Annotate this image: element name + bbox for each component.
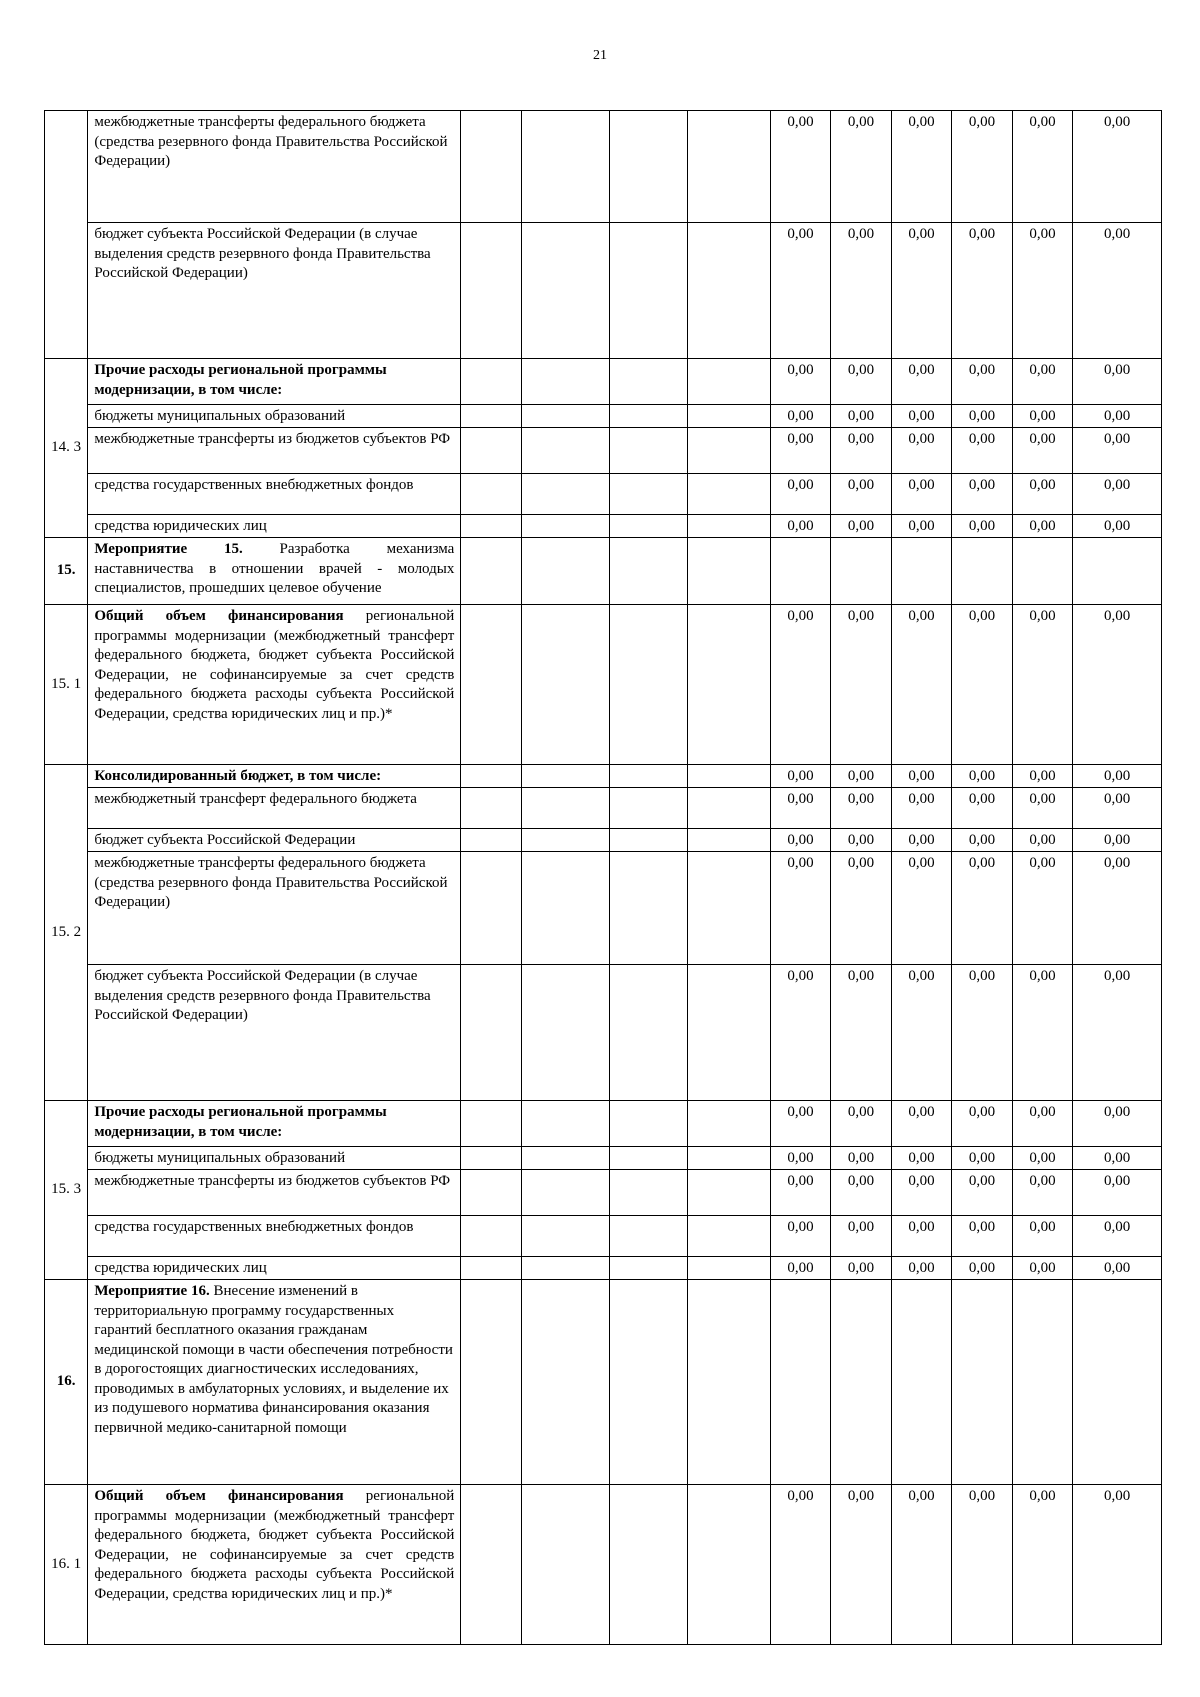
amount-cell: 0,00 (831, 1147, 891, 1170)
empty-cell (688, 1216, 771, 1257)
amount-cell: 0,00 (831, 359, 891, 405)
empty-cell (688, 405, 771, 428)
amount-cell: 0,00 (1073, 359, 1162, 405)
amount-cell: 0,00 (1073, 1170, 1162, 1216)
amount-cell: 0,00 (1012, 852, 1072, 965)
amount-cell: 0,00 (891, 111, 951, 223)
table-row (45, 829, 1162, 852)
empty-cell (688, 538, 771, 605)
amount-cell: 0,00 (1073, 223, 1162, 359)
empty-cell (609, 515, 688, 538)
empty-cell (461, 111, 521, 223)
empty-cell (461, 1280, 521, 1485)
empty-cell (688, 788, 771, 829)
item-description (88, 1485, 461, 1645)
amount-cell: 0,00 (1073, 829, 1162, 852)
amount-cell: 0,00 (831, 788, 891, 829)
amount-cell: 0,00 (770, 829, 830, 852)
empty-cell (891, 538, 951, 605)
item-description-bold: Общий объем финансирования (94, 1488, 344, 1504)
empty-cell (461, 765, 521, 788)
table-row (45, 1170, 1162, 1216)
amount-cell: 0,00 (770, 1485, 830, 1645)
empty-cell (688, 111, 771, 223)
amount-cell: 0,00 (831, 474, 891, 515)
empty-cell (461, 474, 521, 515)
amount-cell: 0,00 (770, 474, 830, 515)
empty-cell (461, 428, 521, 474)
amount-cell: 0,00 (831, 829, 891, 852)
table-row (45, 111, 1162, 223)
table-row (45, 538, 1162, 605)
table-row (45, 1280, 1162, 1485)
empty-cell (521, 1485, 609, 1645)
empty-cell (521, 788, 609, 829)
table-row (45, 359, 1162, 405)
empty-cell (688, 1147, 771, 1170)
empty-cell (461, 1147, 521, 1170)
empty-cell (688, 852, 771, 965)
empty-cell (521, 1216, 609, 1257)
empty-cell (521, 111, 609, 223)
item-description-text: Внесение изменений в территориальную программу государственных гарантий бесплатного оказания гражданам медицинской помощи в части обеспечения потребности в дорогостоящих диагностических исследованиях, проводимых в амбулаторных условиях, и выделение их из подушевого норматива финансирования оказания первичной медико-санитарной помощи (94, 1283, 453, 1436)
item-description: средства государственных внебюджетных фондов (88, 1216, 461, 1257)
amount-cell: 0,00 (831, 1216, 891, 1257)
empty-cell (688, 428, 771, 474)
empty-cell (609, 538, 688, 605)
empty-cell (461, 829, 521, 852)
amount-cell: 0,00 (952, 428, 1012, 474)
amount-cell: 0,00 (891, 405, 951, 428)
empty-cell (609, 223, 688, 359)
item-description (88, 605, 461, 765)
empty-cell (521, 1257, 609, 1280)
empty-cell (521, 605, 609, 765)
amount-cell: 0,00 (1012, 1101, 1072, 1147)
amount-cell: 0,00 (891, 965, 951, 1101)
amount-cell: 0,00 (891, 788, 951, 829)
amount-cell: 0,00 (891, 1216, 951, 1257)
empty-cell (609, 405, 688, 428)
empty-cell (461, 359, 521, 405)
amount-cell: 0,00 (1073, 111, 1162, 223)
empty-cell (1012, 1280, 1072, 1485)
table-row (45, 1101, 1162, 1147)
empty-cell (688, 515, 771, 538)
item-description-bold: Общий объем финансирования (94, 608, 344, 624)
item-description-bold: Мероприятие 16. (94, 1283, 210, 1299)
row-number: 15. (45, 538, 88, 605)
item-description-bold: Консолидированный бюджет, в том числе: (94, 768, 382, 784)
amount-cell: 0,00 (891, 1101, 951, 1147)
table-row (45, 765, 1162, 788)
row-number: 15. 1 (45, 605, 88, 765)
amount-cell: 0,00 (952, 111, 1012, 223)
item-description: бюджет субъекта Российской Федерации (в случае выделения средств резервного фонда Правительства Российской Федерации) (88, 965, 461, 1101)
amount-cell: 0,00 (770, 965, 830, 1101)
amount-cell: 0,00 (831, 852, 891, 965)
amount-cell: 0,00 (1012, 428, 1072, 474)
empty-cell (521, 474, 609, 515)
amount-cell: 0,00 (891, 428, 951, 474)
empty-cell (609, 605, 688, 765)
empty-cell (461, 405, 521, 428)
empty-cell (688, 474, 771, 515)
table-body (45, 111, 1162, 1645)
amount-cell: 0,00 (1012, 965, 1072, 1101)
item-description-text: Разработка механизма наставничества в отношении врачей - молодых специалистов, прошедших целевое обучение (94, 541, 455, 596)
amount-cell: 0,00 (891, 359, 951, 405)
amount-cell: 0,00 (891, 223, 951, 359)
amount-cell: 0,00 (770, 605, 830, 765)
amount-cell: 0,00 (1073, 1101, 1162, 1147)
empty-cell (461, 1485, 521, 1645)
empty-cell (891, 1280, 951, 1485)
amount-cell: 0,00 (1012, 1147, 1072, 1170)
amount-cell: 0,00 (770, 788, 830, 829)
empty-cell (1073, 538, 1162, 605)
amount-cell: 0,00 (952, 1147, 1012, 1170)
amount-cell: 0,00 (1012, 829, 1072, 852)
empty-cell (609, 852, 688, 965)
amount-cell: 0,00 (952, 765, 1012, 788)
item-description: межбюджетный трансферт федерального бюджета (88, 788, 461, 829)
empty-cell (461, 788, 521, 829)
amount-cell: 0,00 (831, 1485, 891, 1645)
empty-cell (521, 428, 609, 474)
amount-cell: 0,00 (1012, 1485, 1072, 1645)
empty-cell (688, 1101, 771, 1147)
empty-cell (461, 605, 521, 765)
empty-cell (609, 359, 688, 405)
empty-cell (461, 1257, 521, 1280)
amount-cell: 0,00 (891, 765, 951, 788)
table-row (45, 1257, 1162, 1280)
amount-cell: 0,00 (831, 1170, 891, 1216)
amount-cell: 0,00 (1073, 605, 1162, 765)
amount-cell: 0,00 (1012, 111, 1072, 223)
amount-cell: 0,00 (831, 1101, 891, 1147)
empty-cell (609, 1170, 688, 1216)
item-description: бюджет субъекта Российской Федерации (88, 829, 461, 852)
row-number: 15. 2 (45, 765, 88, 1101)
empty-cell (609, 829, 688, 852)
empty-cell (770, 538, 830, 605)
amount-cell: 0,00 (770, 405, 830, 428)
amount-cell: 0,00 (952, 605, 1012, 765)
item-description: средства юридических лиц (88, 515, 461, 538)
empty-cell (461, 1101, 521, 1147)
amount-cell: 0,00 (891, 852, 951, 965)
amount-cell: 0,00 (952, 829, 1012, 852)
amount-cell: 0,00 (952, 1170, 1012, 1216)
empty-cell (461, 538, 521, 605)
row-number: 16. 1 (45, 1485, 88, 1645)
amount-cell: 0,00 (831, 428, 891, 474)
empty-cell (521, 1280, 609, 1485)
amount-cell: 0,00 (952, 359, 1012, 405)
empty-cell (609, 1101, 688, 1147)
amount-cell: 0,00 (952, 223, 1012, 359)
row-number: 15. 3 (45, 1101, 88, 1280)
empty-cell (688, 965, 771, 1101)
empty-cell (609, 111, 688, 223)
empty-cell (688, 1257, 771, 1280)
amount-cell: 0,00 (1073, 965, 1162, 1101)
empty-cell (521, 829, 609, 852)
empty-cell (521, 538, 609, 605)
amount-cell: 0,00 (831, 605, 891, 765)
empty-cell (609, 1485, 688, 1645)
empty-cell (609, 1216, 688, 1257)
amount-cell: 0,00 (1012, 359, 1072, 405)
item-description: межбюджетные трансферты федерального бюджета (средства резервного фонда Правительства Российской Федерации) (88, 111, 461, 223)
page-number: 21 (593, 48, 607, 63)
empty-cell (770, 1280, 830, 1485)
amount-cell: 0,00 (831, 405, 891, 428)
table-row (45, 515, 1162, 538)
empty-cell (688, 1170, 771, 1216)
table-row (45, 605, 1162, 765)
empty-cell (1073, 1280, 1162, 1485)
amount-cell: 0,00 (831, 1257, 891, 1280)
item-description-text: региональной программы модернизации (межбюджетный трансферт федерального бюджета, бюджет субъекта Российской Федерации, не софинансируемые за счет средств федерального бюджета расходы субъекта Российской Федерации, средства юридических лиц и пр.)* (94, 608, 455, 722)
amount-cell: 0,00 (770, 515, 830, 538)
empty-cell (609, 788, 688, 829)
amount-cell: 0,00 (1012, 788, 1072, 829)
empty-cell (521, 1101, 609, 1147)
empty-cell (952, 538, 1012, 605)
table-row (45, 1485, 1162, 1645)
amount-cell: 0,00 (952, 405, 1012, 428)
amount-cell: 0,00 (1073, 405, 1162, 428)
amount-cell: 0,00 (1012, 515, 1072, 538)
item-description (88, 538, 461, 605)
table-row (45, 788, 1162, 829)
amount-cell: 0,00 (1073, 428, 1162, 474)
item-description: средства государственных внебюджетных фондов (88, 474, 461, 515)
amount-cell: 0,00 (952, 474, 1012, 515)
row-number: 14. 3 (45, 359, 88, 538)
row-number: 16. (45, 1280, 88, 1485)
row-number (45, 111, 88, 359)
amount-cell: 0,00 (952, 852, 1012, 965)
amount-cell: 0,00 (1012, 605, 1072, 765)
empty-cell (688, 359, 771, 405)
empty-cell (461, 852, 521, 965)
amount-cell: 0,00 (1073, 765, 1162, 788)
amount-cell: 0,00 (831, 111, 891, 223)
amount-cell: 0,00 (891, 605, 951, 765)
amount-cell: 0,00 (1012, 223, 1072, 359)
empty-cell (609, 965, 688, 1101)
empty-cell (521, 1147, 609, 1170)
amount-cell: 0,00 (831, 765, 891, 788)
table-row (45, 1216, 1162, 1257)
amount-cell: 0,00 (1012, 405, 1072, 428)
empty-cell (831, 1280, 891, 1485)
financing-table (44, 110, 1162, 1645)
amount-cell: 0,00 (831, 515, 891, 538)
amount-cell: 0,00 (1012, 1170, 1072, 1216)
empty-cell (521, 852, 609, 965)
amount-cell: 0,00 (1012, 1257, 1072, 1280)
item-description (88, 765, 461, 788)
item-description: межбюджетные трансферты из бюджетов субъектов РФ (88, 1170, 461, 1216)
table-row (45, 405, 1162, 428)
amount-cell: 0,00 (831, 965, 891, 1101)
empty-cell (688, 223, 771, 359)
amount-cell: 0,00 (1073, 474, 1162, 515)
amount-cell: 0,00 (891, 829, 951, 852)
amount-cell: 0,00 (891, 1170, 951, 1216)
amount-cell: 0,00 (831, 223, 891, 359)
empty-cell (521, 1170, 609, 1216)
empty-cell (461, 223, 521, 359)
amount-cell: 0,00 (952, 1257, 1012, 1280)
empty-cell (831, 538, 891, 605)
amount-cell: 0,00 (770, 1101, 830, 1147)
amount-cell: 0,00 (770, 223, 830, 359)
empty-cell (609, 474, 688, 515)
empty-cell (461, 1216, 521, 1257)
empty-cell (609, 1280, 688, 1485)
amount-cell: 0,00 (1073, 1216, 1162, 1257)
empty-cell (521, 223, 609, 359)
amount-cell: 0,00 (1073, 515, 1162, 538)
table-row (45, 223, 1162, 359)
empty-cell (461, 965, 521, 1101)
amount-cell: 0,00 (1012, 765, 1072, 788)
amount-cell: 0,00 (1073, 852, 1162, 965)
item-description-text: региональной программы модернизации (межбюджетный трансферт федерального бюджета, бюджет субъекта Российской Федерации, не софинансируемые за счет средств федерального бюджета расходы субъекта Российской Федерации, средства юридических лиц и пр.)* (94, 1488, 455, 1602)
empty-cell (688, 605, 771, 765)
item-description (88, 1280, 461, 1485)
item-description: межбюджетные трансферты федерального бюджета (средства резервного фонда Правительства Российской Федерации) (88, 852, 461, 965)
amount-cell: 0,00 (1073, 788, 1162, 829)
table-row (45, 1147, 1162, 1170)
empty-cell (952, 1280, 1012, 1485)
item-description-bold: Мероприятие 15. (94, 541, 243, 557)
amount-cell: 0,00 (770, 359, 830, 405)
item-description: межбюджетные трансферты из бюджетов субъектов РФ (88, 428, 461, 474)
empty-cell (609, 1257, 688, 1280)
item-description-bold: Прочие расходы региональной программы модернизации, в том числе: (94, 362, 387, 398)
amount-cell: 0,00 (1073, 1147, 1162, 1170)
amount-cell: 0,00 (952, 788, 1012, 829)
empty-cell (521, 965, 609, 1101)
item-description: бюджет субъекта Российской Федерации (в случае выделения средств резервного фонда Правительства Российской Федерации) (88, 223, 461, 359)
empty-cell (461, 515, 521, 538)
amount-cell: 0,00 (891, 1257, 951, 1280)
table-row (45, 965, 1162, 1101)
amount-cell: 0,00 (770, 1170, 830, 1216)
item-description: бюджеты муниципальных образований (88, 405, 461, 428)
empty-cell (609, 765, 688, 788)
empty-cell (688, 1485, 771, 1645)
amount-cell: 0,00 (891, 1485, 951, 1645)
item-description (88, 359, 461, 405)
item-description: средства юридических лиц (88, 1257, 461, 1280)
table-row (45, 428, 1162, 474)
amount-cell: 0,00 (952, 965, 1012, 1101)
table-row (45, 474, 1162, 515)
empty-cell (688, 1280, 771, 1485)
amount-cell: 0,00 (952, 1101, 1012, 1147)
amount-cell: 0,00 (1073, 1257, 1162, 1280)
item-description-bold: Прочие расходы региональной программы модернизации, в том числе: (94, 1104, 387, 1140)
amount-cell: 0,00 (891, 1147, 951, 1170)
amount-cell: 0,00 (770, 1216, 830, 1257)
empty-cell (521, 405, 609, 428)
empty-cell (688, 829, 771, 852)
amount-cell: 0,00 (770, 1147, 830, 1170)
amount-cell: 0,00 (891, 515, 951, 538)
empty-cell (521, 359, 609, 405)
amount-cell: 0,00 (891, 474, 951, 515)
amount-cell: 0,00 (770, 1257, 830, 1280)
amount-cell: 0,00 (952, 1216, 1012, 1257)
empty-cell (1012, 538, 1072, 605)
empty-cell (688, 765, 771, 788)
amount-cell: 0,00 (1073, 1485, 1162, 1645)
amount-cell: 0,00 (770, 111, 830, 223)
empty-cell (461, 1170, 521, 1216)
amount-cell: 0,00 (1012, 1216, 1072, 1257)
amount-cell: 0,00 (770, 765, 830, 788)
amount-cell: 0,00 (770, 852, 830, 965)
empty-cell (521, 765, 609, 788)
item-description: бюджеты муниципальных образований (88, 1147, 461, 1170)
empty-cell (609, 1147, 688, 1170)
amount-cell: 0,00 (952, 515, 1012, 538)
item-description (88, 1101, 461, 1147)
amount-cell: 0,00 (1012, 474, 1072, 515)
amount-cell: 0,00 (770, 428, 830, 474)
table-row (45, 852, 1162, 965)
empty-cell (521, 515, 609, 538)
amount-cell: 0,00 (952, 1485, 1012, 1645)
empty-cell (609, 428, 688, 474)
